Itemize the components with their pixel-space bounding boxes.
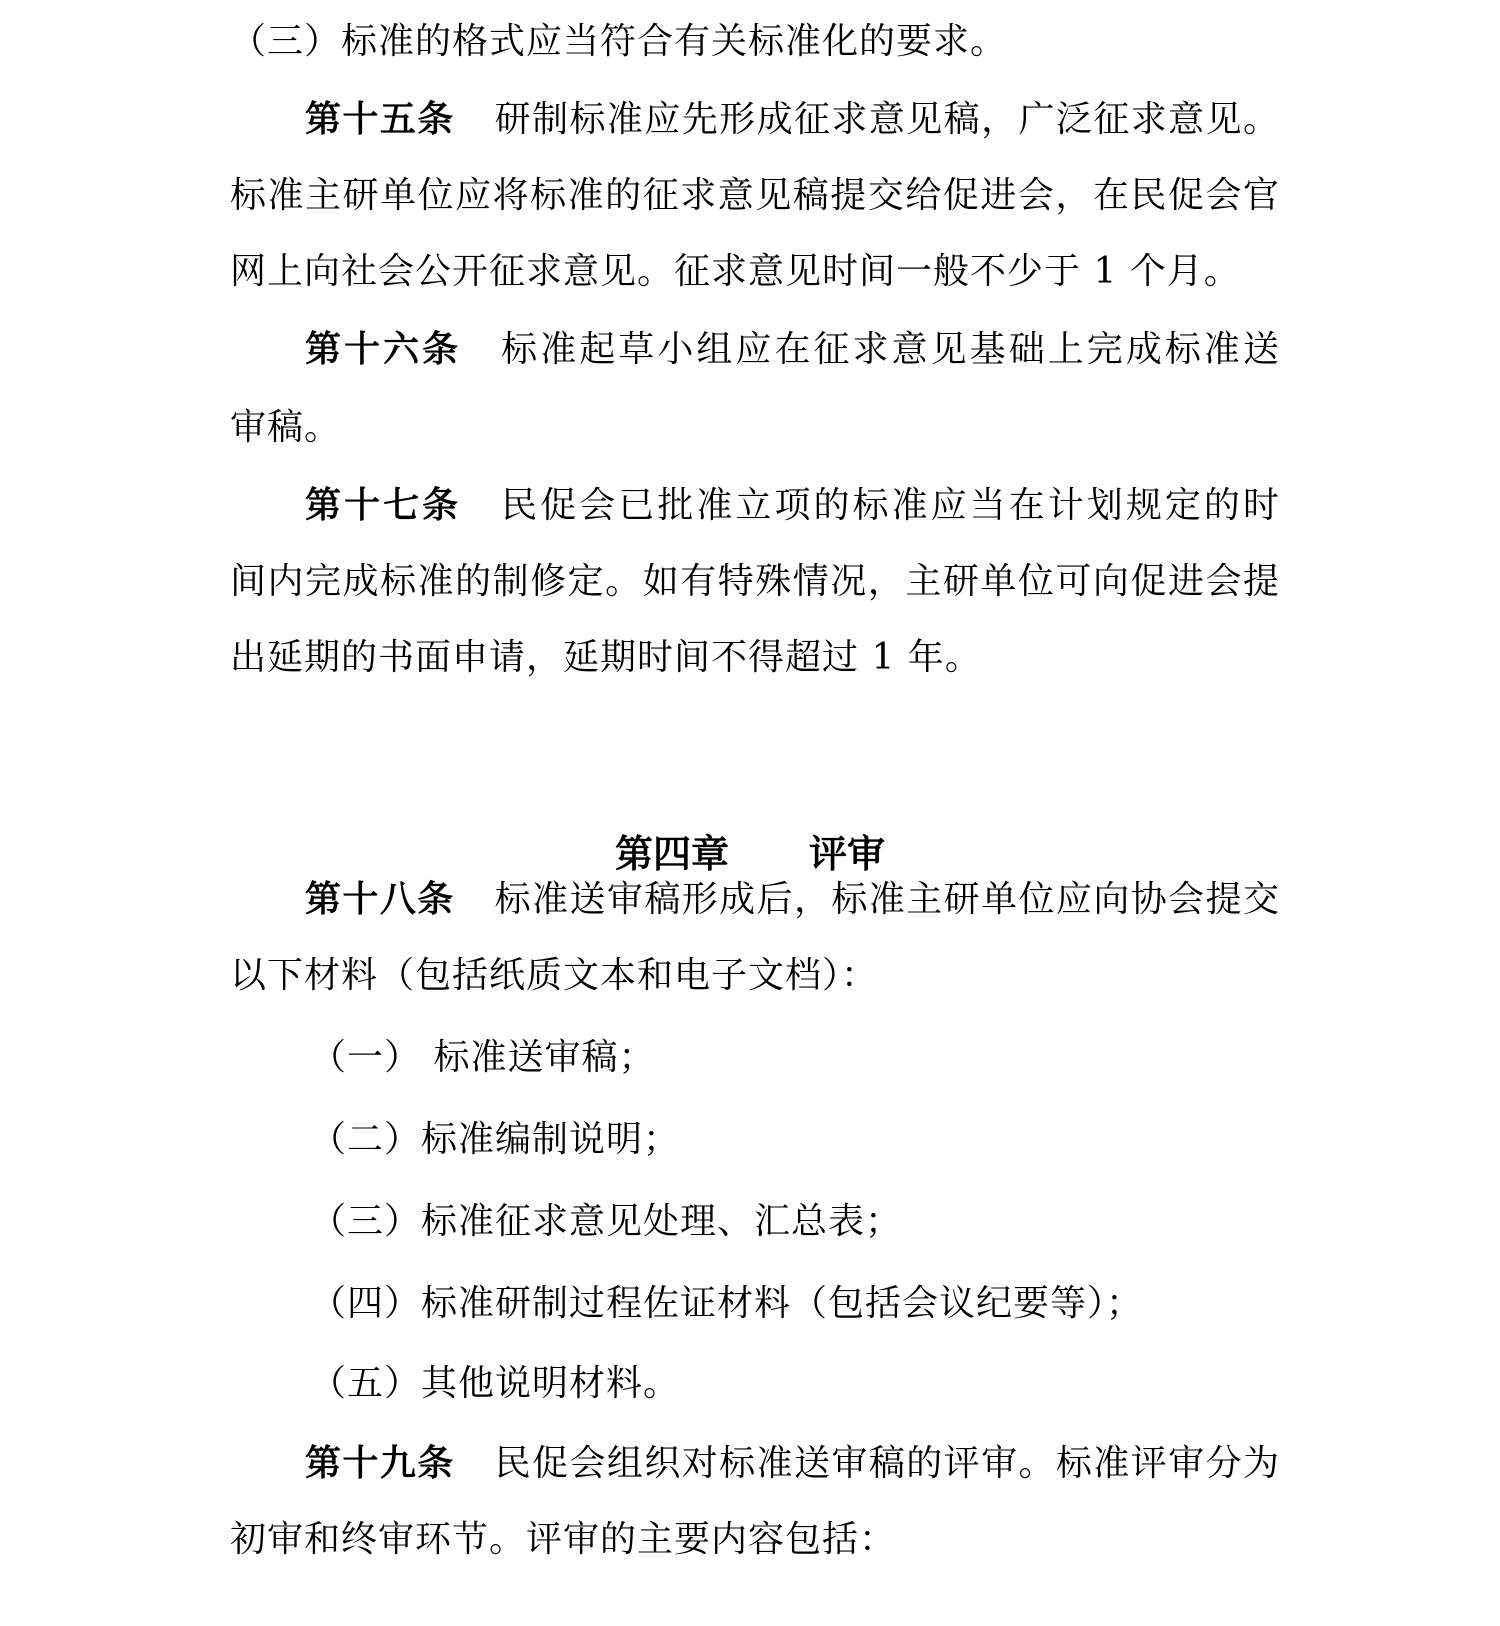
- article-16-line-2: 审稿。: [230, 407, 342, 448]
- article-19-text: 民促会组织对标准送审稿的评审。标准评审分为: [494, 1443, 1280, 1484]
- article-17-line-1: [305, 482, 1280, 530]
- chapter-heading: [0, 830, 1500, 878]
- article-16-label: 第十六条: [305, 329, 462, 370]
- article-18-label: 第十八条: [305, 879, 455, 920]
- list-item: （一） 标准送审稿；: [310, 1037, 656, 1078]
- list-item: （五）其他说明材料。: [310, 1363, 681, 1404]
- article-15-line-2: 标准主研单位应将标准的征求意见稿提交给促进会，在民促会官: [230, 175, 1280, 216]
- list-item: （三）标准征求意见处理、汇总表；: [310, 1201, 903, 1242]
- article-17-label: 第十七条: [305, 485, 462, 526]
- list-item: （四）标准研制过程佐证材料（包括会议纪要等）；: [310, 1283, 1144, 1324]
- article-18-line-2: 以下材料（包括纸质文本和电子文档）：: [230, 955, 879, 996]
- article-16-text: 标准起草小组应在征求意见基础上完成标准送: [501, 329, 1280, 370]
- article-15-line-1: [305, 96, 1280, 144]
- article-17-line-2: 间内完成标准的制修定。如有特殊情况，主研单位可向促进会提: [230, 561, 1280, 602]
- article-15-line-3: 网上向社会公开征求意见。征求意见时间一般不少于 1 个月。: [230, 251, 1241, 292]
- paragraph-line: （三）标准的格式应当符合有关标准化的要求。: [230, 21, 1008, 62]
- article-17-text: 民促会已批准立项的标准应当在计划规定的时: [501, 485, 1280, 526]
- article-16-line-1: [305, 326, 1280, 374]
- article-18-text: 标准送审稿形成后，标准主研单位应向协会提交: [494, 879, 1280, 920]
- list-item: （二）标准编制说明；: [310, 1119, 681, 1160]
- chapter-title: 评审: [809, 832, 886, 876]
- article-19-line-2: 初审和终审环节。评审的主要内容包括：: [230, 1519, 897, 1560]
- article-18-line-1: [305, 876, 1280, 924]
- chapter-number: 第四章: [614, 832, 729, 876]
- article-17-line-3: 出延期的书面申请，延期时间不得超过 1 年。: [230, 637, 982, 678]
- article-15-label: 第十五条: [305, 99, 455, 140]
- article-19-line-1: [305, 1440, 1280, 1488]
- article-19-label: 第十九条: [305, 1443, 455, 1484]
- article-15-text: 研制标准应先形成征求意见稿，广泛征求意见。: [494, 99, 1280, 140]
